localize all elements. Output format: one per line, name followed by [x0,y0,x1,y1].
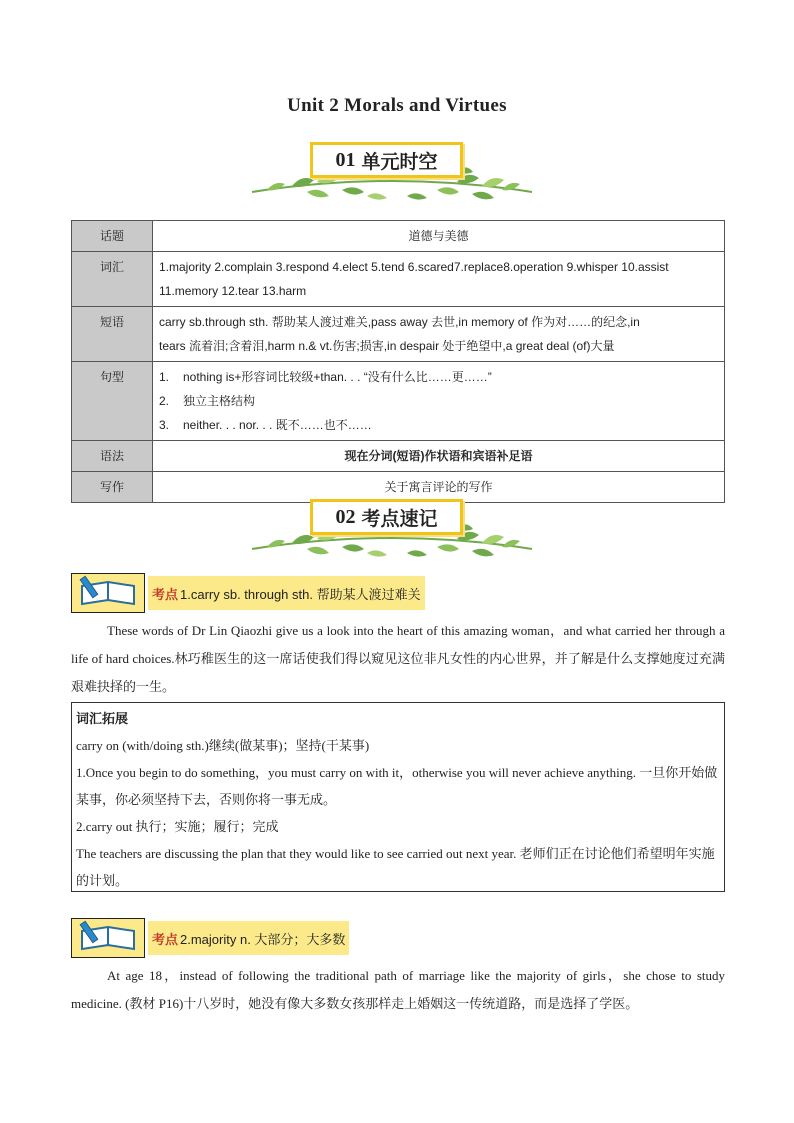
table-row [72,252,725,307]
extension-line: The teachers are discussing the plan that they would like to see carried out next year. 老师们正在讨论他们希望明年实施的计划。 [76,846,715,888]
section-banner-unit-overview [247,140,537,210]
book-pencil-icon [71,573,145,613]
example-paragraph: These words of Dr Lin Qiaozhi give us a look into the heart of this amazing woman，and what carried her through a life of hard choices.林巧稚医生的这一席话使我们得以窥见这位非凡女性的内心世界，并了解是什么支撑她度过充满艰难抉择的一生。 [71,623,725,694]
book-pencil-icon [71,918,145,958]
row-head-phrases: 短语 [72,307,153,362]
unit-summary-table [71,220,725,503]
extension-line: 2.carry out 执行；实施；履行；完成 [76,819,279,834]
key-point-title: 考点 2.majority n. 大部分；大多数 [148,921,349,955]
writing-value: 关于寓言评论的写作 [153,472,725,503]
phrases-cell [153,307,725,362]
extension-line: 1.Once you begin to do something，you must carry on with it，otherwise you will never achieve anything. 一旦你开始做某事，你必须坚持下去，否则你将一事无成。 [76,765,718,807]
section-number: 02 [335,505,356,528]
section-box [310,499,463,535]
grammar-value: 现在分词(短语)作状语和宾语补足语 [153,441,725,472]
sentence-item: 2. 独立主格结构 [159,394,256,408]
row-head-topic: 话题 [72,221,153,252]
section-banner-key-points [247,497,537,567]
sentence-item: 3. neither. . . nor. . . 既不……也不…… [159,418,372,432]
section-label: 单元时空 [361,150,438,173]
table-row [72,307,725,362]
table-row [72,441,725,472]
row-head-writing: 写作 [72,472,153,503]
extension-line: carry on (with/doing sth.)继续(做某事)；坚持(干某事) [76,738,370,753]
table-row [72,221,725,252]
topic-value: 道德与美德 [153,221,725,252]
row-head-sentences: 句型 [72,362,153,441]
phrase-line: tears 流着泪;含着泪,harm n.& vt.伤害;损害,in despair 处于绝望中,a great deal (of)大量 [159,339,615,353]
section-label: 考点速记 [361,507,438,530]
vocab-extension-box [71,702,725,892]
table-row [72,362,725,441]
sentences-cell [153,362,725,441]
section-box [310,142,463,178]
page-title: Unit 2 Morals and Virtues [287,95,507,116]
section-number: 01 [335,148,356,171]
key-point-header [71,918,349,958]
row-head-grammar: 语法 [72,441,153,472]
vocab-line: 11.memory 12.tear 13.harm [159,284,307,298]
row-head-vocab: 词汇 [72,252,153,307]
sentence-item: 1. nothing is+形容词比较级+than. . . “没有什么比……更……” [159,370,492,384]
example-paragraph: At age 18，instead of following the traditional path of marriage like the majority of girls，she chose to study medicine. (教材 P16)十八岁时，她没有像大多数女孩那样走上婚姻这一传统道路，而是选择了学医。 [71,968,725,1011]
key-point-header [71,573,425,613]
phrase-line: carry sb.through sth. 帮助某人渡过难关,pass away 去世,in memory of 作为对……的纪念,in [159,315,640,329]
extension-heading: 词汇拓展 [76,711,129,726]
key-point-title: 考点 1.carry sb. through sth. 帮助某人渡过难关 [148,576,425,610]
vocab-cell [153,252,725,307]
vocab-line: 1.majority 2.complain 3.respond 4.elect 5.tend 6.scared7.replace8.operation 9.whisper 10.assist [159,260,669,274]
